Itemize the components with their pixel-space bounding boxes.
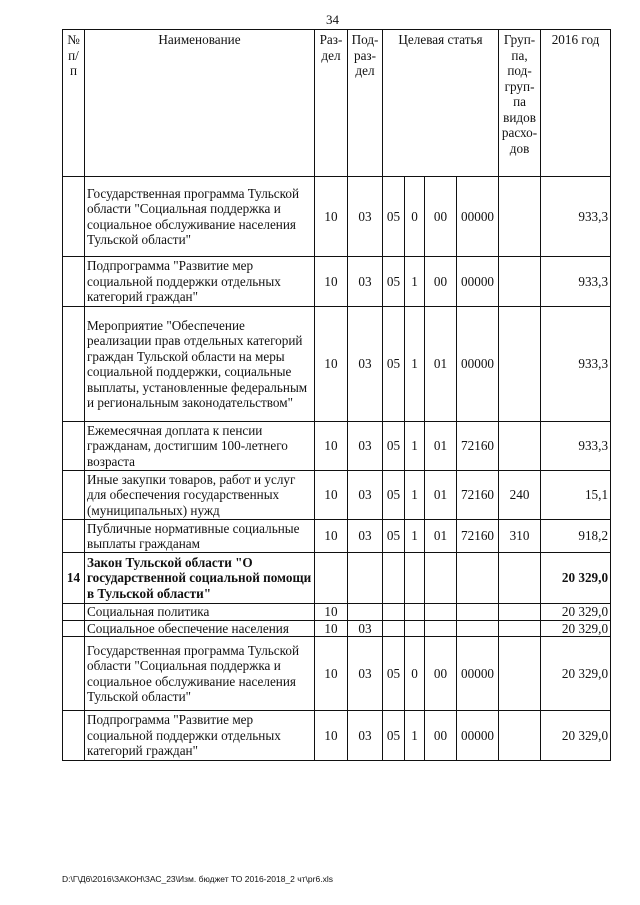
row-name: Мероприятие "Обеспечение реализации прав отдельных категорий граждан Тульской области на меры социальной поддержки, социальные выплаты, установленные федеральным и региональным законодательством" [85, 307, 315, 422]
table-row [63, 177, 611, 257]
row-name: Социальное обеспечение населения [85, 620, 315, 637]
row-target-program: 05 [383, 422, 405, 471]
row-name: Публичные нормативные социальные выплаты гражданам [85, 520, 315, 553]
row-number [63, 620, 85, 637]
row-target-direction: 72160 [457, 471, 499, 520]
row-target-direction: 00000 [457, 257, 499, 307]
row-razdel: 10 [315, 520, 348, 553]
row-target-direction: 72160 [457, 422, 499, 471]
row-target-program: 05 [383, 257, 405, 307]
row-expense-group [499, 711, 541, 761]
row-razdel: 10 [315, 620, 348, 637]
row-target-program: 05 [383, 520, 405, 553]
header-razdel: Раз-дел [315, 30, 348, 177]
row-expense-group [499, 257, 541, 307]
table-row [63, 257, 611, 307]
budget-table [62, 29, 611, 761]
table-row [63, 637, 611, 711]
row-name: Подпрограмма "Развитие мер социальной поддержки отдельных категорий граждан" [85, 711, 315, 761]
row-podrazdel: 03 [348, 520, 383, 553]
row-amount: 15,1 [541, 471, 611, 520]
row-target-direction: 00000 [457, 177, 499, 257]
header-group: Груп-па, под-груп-па видов расхо-дов [499, 30, 541, 177]
row-name: Подпрограмма "Развитие мер социальной поддержки отдельных категорий граждан" [85, 257, 315, 307]
row-target-program: 05 [383, 471, 405, 520]
row-amount: 20 329,0 [541, 604, 611, 621]
row-target-subprogram [405, 620, 425, 637]
row-target-direction [457, 604, 499, 621]
row-expense-group: 240 [499, 471, 541, 520]
row-razdel: 10 [315, 711, 348, 761]
row-number [63, 257, 85, 307]
header-podrazdel: Под-раз-дел [348, 30, 383, 177]
row-name: Ежемесячная доплата к пенсии гражданам, достигшим 100-летнего возраста [85, 422, 315, 471]
row-razdel [315, 553, 348, 604]
row-target-program [383, 553, 405, 604]
row-expense-group [499, 637, 541, 711]
row-target-activity: 01 [425, 422, 457, 471]
table-row [63, 471, 611, 520]
page-number: 34 [326, 12, 339, 27]
row-razdel: 10 [315, 604, 348, 621]
row-expense-group [499, 620, 541, 637]
row-target-activity: 00 [425, 177, 457, 257]
row-target-subprogram: 1 [405, 711, 425, 761]
row-target-subprogram: 1 [405, 520, 425, 553]
row-target-activity: 00 [425, 711, 457, 761]
row-target-program [383, 620, 405, 637]
row-name: Закон Тульской области "О государственной социальной помощи в Тульской области" [85, 553, 315, 604]
header-name: Наименование [85, 30, 315, 177]
row-target-subprogram: 1 [405, 422, 425, 471]
row-name: Социальная политика [85, 604, 315, 621]
row-target-subprogram: 1 [405, 307, 425, 422]
row-podrazdel [348, 553, 383, 604]
table-row [63, 553, 611, 604]
row-target-activity: 00 [425, 637, 457, 711]
row-number [63, 604, 85, 621]
row-target-direction: 00000 [457, 637, 499, 711]
row-target-subprogram [405, 604, 425, 621]
table-row [63, 711, 611, 761]
row-razdel: 10 [315, 422, 348, 471]
table-row [63, 604, 611, 621]
row-number [63, 637, 85, 711]
header-row [63, 30, 611, 177]
row-razdel: 10 [315, 257, 348, 307]
row-target-activity: 01 [425, 520, 457, 553]
row-number [63, 177, 85, 257]
row-name: Государственная программа Тульской области "Социальная поддержка и социальное обслуживание населения Тульской области" [85, 637, 315, 711]
table-row [63, 620, 611, 637]
row-target-direction: 72160 [457, 520, 499, 553]
row-podrazdel: 03 [348, 711, 383, 761]
footer-file-path: D:\Г\Д6\2016\ЗАКОН\ЗАС_23\Изм. бюджет ТО 2016-2018_2 чт\pr6.xls [62, 874, 333, 884]
row-expense-group [499, 553, 541, 604]
table-row [63, 307, 611, 422]
row-razdel: 10 [315, 307, 348, 422]
row-target-program: 05 [383, 177, 405, 257]
row-name: Государственная программа Тульской области "Социальная поддержка и социальное обслуживание населения Тульской области" [85, 177, 315, 257]
row-expense-group [499, 604, 541, 621]
row-number [63, 422, 85, 471]
row-expense-group [499, 307, 541, 422]
row-number [63, 711, 85, 761]
row-podrazdel: 03 [348, 620, 383, 637]
table-row [63, 422, 611, 471]
row-target-direction [457, 620, 499, 637]
row-podrazdel: 03 [348, 471, 383, 520]
header-year: 2016 год [541, 30, 611, 177]
row-target-direction [457, 553, 499, 604]
row-target-subprogram: 1 [405, 257, 425, 307]
row-podrazdel: 03 [348, 422, 383, 471]
row-target-program: 05 [383, 637, 405, 711]
row-expense-group: 310 [499, 520, 541, 553]
row-target-activity: 00 [425, 257, 457, 307]
row-podrazdel [348, 604, 383, 621]
row-name: Иные закупки товаров, работ и услуг для обеспечения государственных (муниципальных) нужд [85, 471, 315, 520]
row-target-subprogram: 0 [405, 177, 425, 257]
row-expense-group [499, 422, 541, 471]
row-razdel: 10 [315, 637, 348, 711]
row-target-activity: 01 [425, 307, 457, 422]
row-number [63, 307, 85, 422]
row-amount: 20 329,0 [541, 620, 611, 637]
header-target: Целевая статья [383, 30, 499, 177]
row-podrazdel: 03 [348, 637, 383, 711]
row-amount: 20 329,0 [541, 637, 611, 711]
row-target-subprogram [405, 553, 425, 604]
row-target-program: 05 [383, 307, 405, 422]
row-target-subprogram: 1 [405, 471, 425, 520]
row-amount: 933,3 [541, 177, 611, 257]
row-amount: 20 329,0 [541, 553, 611, 604]
header-num: № п/п [63, 30, 85, 177]
row-podrazdel: 03 [348, 307, 383, 422]
row-amount: 918,2 [541, 520, 611, 553]
row-amount: 20 329,0 [541, 711, 611, 761]
row-amount: 933,3 [541, 307, 611, 422]
row-razdel: 10 [315, 177, 348, 257]
row-podrazdel: 03 [348, 177, 383, 257]
row-number [63, 520, 85, 553]
row-target-activity [425, 620, 457, 637]
row-razdel: 10 [315, 471, 348, 520]
row-number [63, 471, 85, 520]
row-podrazdel: 03 [348, 257, 383, 307]
row-amount: 933,3 [541, 257, 611, 307]
row-amount: 933,3 [541, 422, 611, 471]
row-target-program [383, 604, 405, 621]
row-target-subprogram: 0 [405, 637, 425, 711]
row-target-activity: 01 [425, 471, 457, 520]
row-target-activity [425, 553, 457, 604]
row-number: 14 [63, 553, 85, 604]
row-expense-group [499, 177, 541, 257]
row-target-direction: 00000 [457, 307, 499, 422]
table-row [63, 520, 611, 553]
row-target-activity [425, 604, 457, 621]
row-target-direction: 00000 [457, 711, 499, 761]
row-target-program: 05 [383, 711, 405, 761]
table-body [63, 177, 611, 761]
